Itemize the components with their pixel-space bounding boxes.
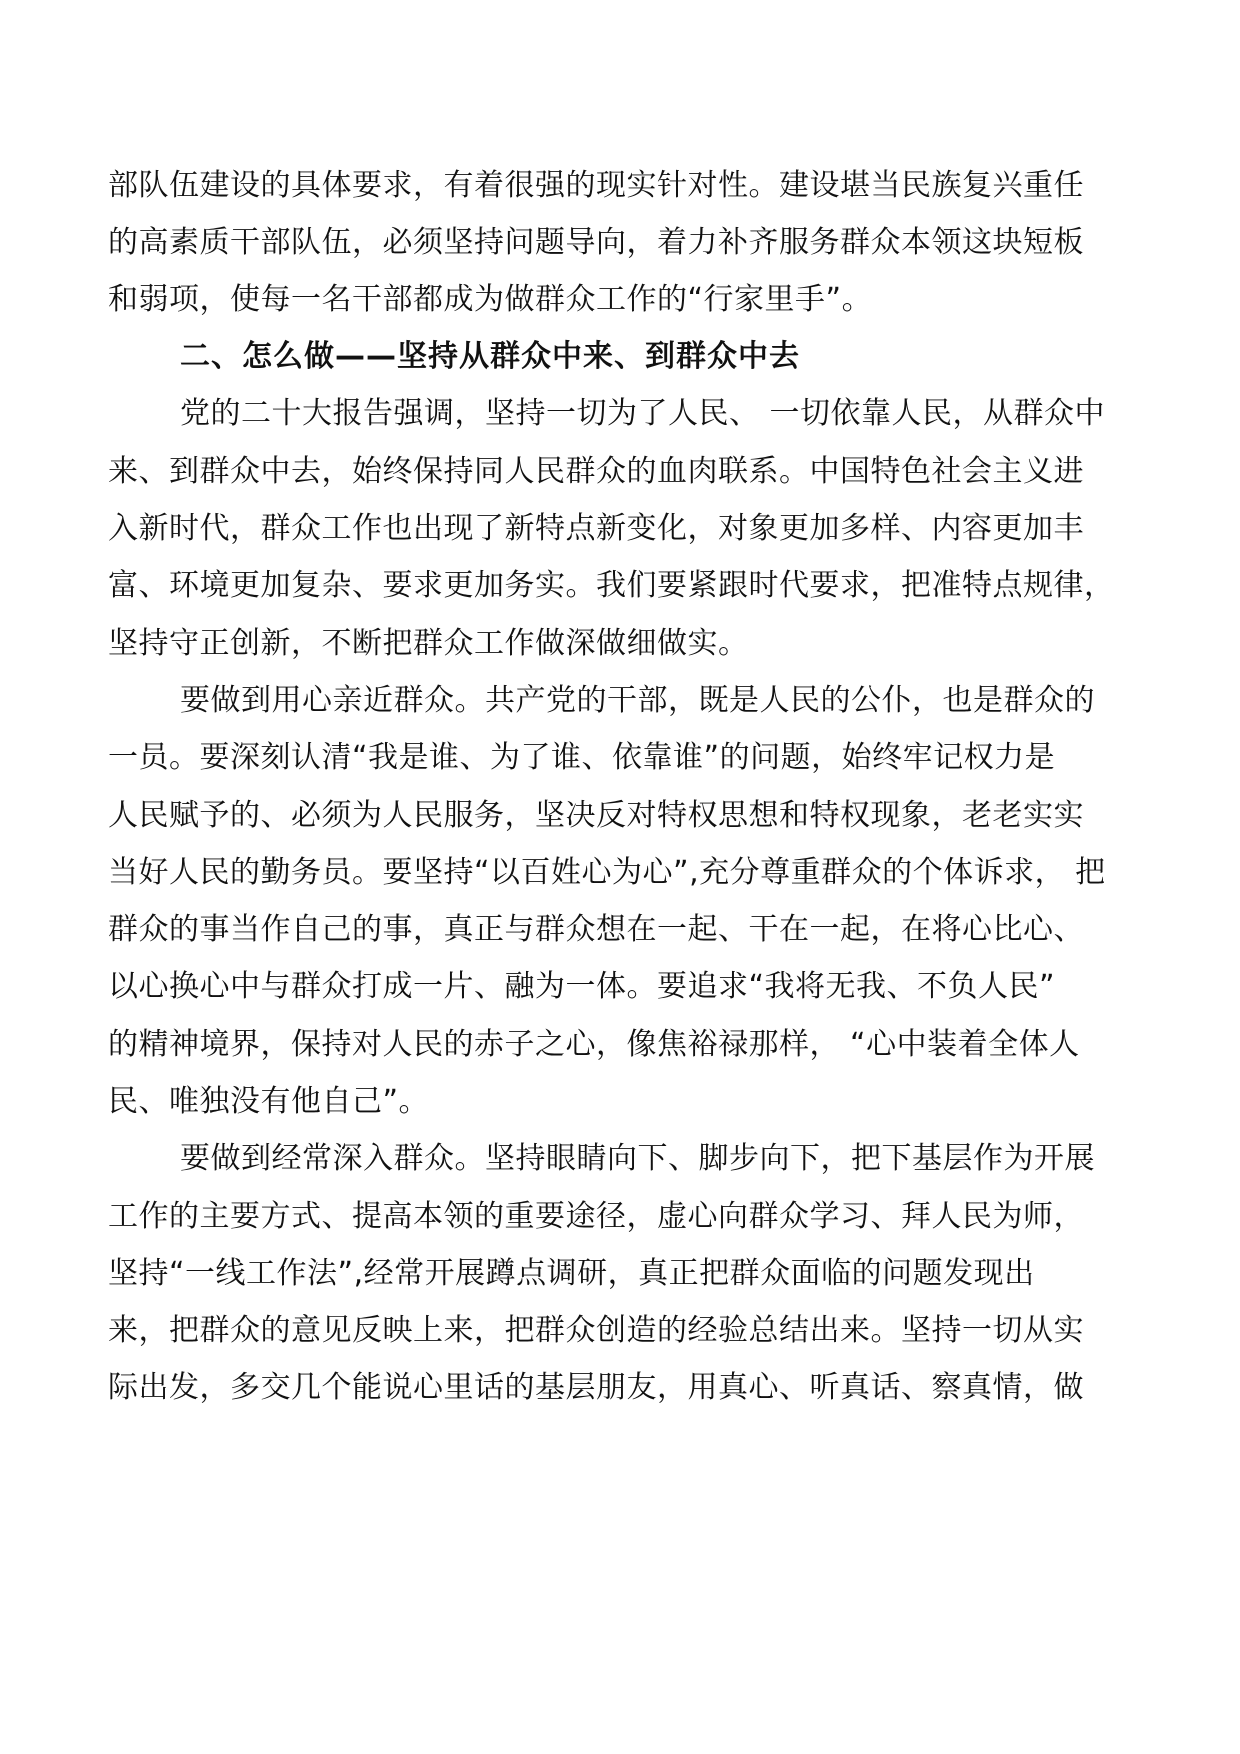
- body-text-line: 来，把群众的意见反映上来，把群众创造的经验总结出来。坚持一切从实: [108, 1313, 1084, 1348]
- body-text-line: 一员。要深刻认清“我是谁、为了谁、依靠谁”的问题，始终牢记权力是: [108, 740, 1056, 775]
- body-text-line: 民、唯独没有他自己”。: [108, 1084, 430, 1119]
- body-text-line: 党的二十大报告强调，坚持一切为了人民、 一切依靠人民，从群众中: [180, 396, 1106, 431]
- body-text-line: 入新时代，群众工作也出现了新特点新变化，对象更加多样、内容更加丰: [108, 511, 1084, 546]
- body-text-line: 坚持“一线工作法”,经常开展蹲点调研，真正把群众面临的问题发现出: [108, 1256, 1035, 1291]
- body-text-line: 的高素质干部队伍，必须坚持问题导向，着力补齐服务群众本领这块短板: [108, 225, 1084, 260]
- body-text-line: 人民赋予的、必须为人民服务，坚决反对特权思想和特权现象，老老实实: [108, 798, 1084, 833]
- body-text-line: 要做到用心亲近群众。共产党的干部，既是人民的公仆，也是群众的: [180, 683, 1095, 718]
- body-text-line: 群众的事当作自己的事，真正与群众想在一起、干在一起，在将心比心、: [108, 912, 1084, 947]
- body-text-line: 坚持守正创新，不断把群众工作做深做细做实。: [108, 626, 749, 661]
- body-text-line: 工作的主要方式、提高本领的重要途径，虚心向群众学习、拜人民为师，: [108, 1199, 1084, 1234]
- body-text-line: 以心换心中与群众打成一片、融为一体。要追求“我将无我、不负人民”: [108, 969, 1056, 1004]
- body-text-line: 富、环境更加复杂、要求更加务实。我们要紧跟时代要求，把准特点规律，: [108, 568, 1115, 603]
- body-text-line: 的精神境界，保持对人民的赤子之心，像焦裕禄那样， “心中装着全体人: [108, 1027, 1080, 1062]
- body-text-line: 来、到群众中去，始终保持同人民群众的血肉联系。中国特色社会主义进: [108, 454, 1084, 489]
- body-text-line: 要做到经常深入群众。坚持眼睛向下、脚步向下，把下基层作为开展: [180, 1141, 1095, 1176]
- body-text-line: 际出发，多交几个能说心里话的基层朋友，用真心、听真话、察真情，做: [108, 1370, 1084, 1405]
- body-text-line: 当好人民的勤务员。要坚持“以百姓心为心”,充分尊重群众的个体诉求， 把: [108, 855, 1106, 890]
- section-heading: 二、怎么做——坚持从群众中来、到群众中去: [180, 339, 800, 374]
- body-text-line: 部队伍建设的具体要求，有着很强的现实针对性。建设堪当民族复兴重任: [108, 168, 1084, 203]
- body-text-line: 和弱项，使每一名干部都成为做群众工作的“行家里手”。: [108, 282, 873, 317]
